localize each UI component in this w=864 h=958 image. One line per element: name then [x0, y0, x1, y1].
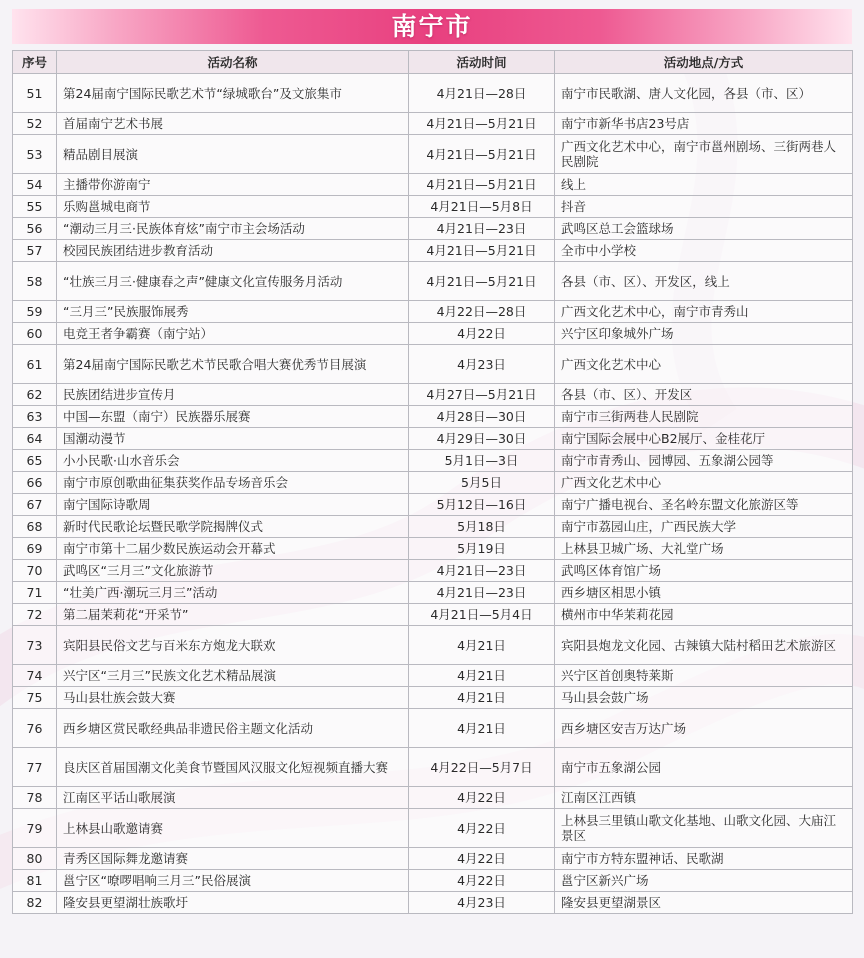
- row-number: 80: [13, 848, 57, 870]
- activity-time: 5月12日—16日: [409, 494, 555, 516]
- activity-name: 精品剧目展演: [57, 135, 409, 174]
- activity-place: 江南区江西镇: [555, 787, 853, 809]
- activity-place: 西乡塘区相思小镇: [555, 582, 853, 604]
- activity-time: 4月21日—23日: [409, 582, 555, 604]
- activity-name: 中国—东盟（南宁）民族器乐展赛: [57, 406, 409, 428]
- activity-time: 4月21日—5月21日: [409, 240, 555, 262]
- table-row: [13, 450, 853, 472]
- activity-place: 各县（市、区）、开发区，线上: [555, 262, 853, 301]
- table-row: [13, 709, 853, 748]
- activity-time: 4月22日: [409, 870, 555, 892]
- activity-place: 南宁市民歌湖、唐人文化园，各县（市、区）: [555, 74, 853, 113]
- activity-name: 首届南宁艺术书展: [57, 113, 409, 135]
- table-row: [13, 560, 853, 582]
- activity-place: 兴宁区首创奥特莱斯: [555, 665, 853, 687]
- table-row: [13, 809, 853, 848]
- activity-name: 民族团结进步宣传月: [57, 384, 409, 406]
- table-row: [13, 687, 853, 709]
- activity-place: 线上: [555, 174, 853, 196]
- row-number: 61: [13, 345, 57, 384]
- activity-name: 邕宁区“嘹啰唱响三月三”民俗展演: [57, 870, 409, 892]
- activity-place: 隆安县更望湖景区: [555, 892, 853, 914]
- activity-name: 国潮动漫节: [57, 428, 409, 450]
- row-number: 52: [13, 113, 57, 135]
- activity-place: 南宁市青秀山、园博园、五象湖公园等: [555, 450, 853, 472]
- row-number: 70: [13, 560, 57, 582]
- row-number: 72: [13, 604, 57, 626]
- row-number: 63: [13, 406, 57, 428]
- activity-place: 南宁市五象湖公园: [555, 748, 853, 787]
- row-number: 67: [13, 494, 57, 516]
- activity-name: 南宁国际诗歌周: [57, 494, 409, 516]
- table-row: [13, 406, 853, 428]
- table-row: [13, 787, 853, 809]
- activity-time: 4月21日—5月21日: [409, 174, 555, 196]
- table-row: [13, 848, 853, 870]
- activity-name: 乐购邕城电商节: [57, 196, 409, 218]
- row-number: 82: [13, 892, 57, 914]
- city-title: 南宁市: [391, 12, 473, 41]
- activity-name: 西乡塘区赏民歌经典品非遗民俗主题文化活动: [57, 709, 409, 748]
- activity-time: 4月21日—5月21日: [409, 262, 555, 301]
- activity-time: 5月18日: [409, 516, 555, 538]
- row-number: 65: [13, 450, 57, 472]
- activity-place: 抖音: [555, 196, 853, 218]
- activity-name: 第二届茉莉花“开采节”: [57, 604, 409, 626]
- activity-place: 广西文化艺术中心: [555, 345, 853, 384]
- activity-name: 小小民歌·山水音乐会: [57, 450, 409, 472]
- table-row: [13, 538, 853, 560]
- activity-time: 4月28日—30日: [409, 406, 555, 428]
- column-header-time: 活动时间: [409, 51, 555, 74]
- activity-place: 南宁广播电视台、圣名岭东盟文化旅游区等: [555, 494, 853, 516]
- activity-place: 宾阳县炮龙文化园、古辣镇大陆村稻田艺术旅游区: [555, 626, 853, 665]
- column-header-name: 活动名称: [57, 51, 409, 74]
- activity-place: 武鸣区体育馆广场: [555, 560, 853, 582]
- row-number: 73: [13, 626, 57, 665]
- table-row: [13, 870, 853, 892]
- activity-place: 武鸣区总工会篮球场: [555, 218, 853, 240]
- table-row: [13, 494, 853, 516]
- activity-table: [12, 50, 853, 914]
- row-number: 68: [13, 516, 57, 538]
- activity-time: 4月21日—28日: [409, 74, 555, 113]
- row-number: 78: [13, 787, 57, 809]
- activity-place: 广西文化艺术中心，南宁市邕州剧场、三街两巷人民剧院: [555, 135, 853, 174]
- activity-time: 4月21日—5月21日: [409, 113, 555, 135]
- table-row: [13, 345, 853, 384]
- activity-time: 4月29日—30日: [409, 428, 555, 450]
- table-row: [13, 665, 853, 687]
- table-row: [13, 384, 853, 406]
- column-header-place: 活动地点/方式: [555, 51, 853, 74]
- table-row: [13, 135, 853, 174]
- table-row: [13, 604, 853, 626]
- activity-time: 4月27日—5月21日: [409, 384, 555, 406]
- activity-time: 5月1日—3日: [409, 450, 555, 472]
- activity-place: 南宁国际会展中心B2展厅、金桂花厅: [555, 428, 853, 450]
- activity-name: 南宁市第十二届少数民族运动会开幕式: [57, 538, 409, 560]
- activity-place: 南宁市荔园山庄，广西民族大学: [555, 516, 853, 538]
- activity-place: 全市中小学校: [555, 240, 853, 262]
- row-number: 79: [13, 809, 57, 848]
- table-row: [13, 240, 853, 262]
- table-row: [13, 472, 853, 494]
- activity-place: 南宁市新华书店23号店: [555, 113, 853, 135]
- activity-name: 武鸣区“三月三”文化旅游节: [57, 560, 409, 582]
- activity-name: “潮动三月三·民族体育炫”南宁市主会场活动: [57, 218, 409, 240]
- table-row: [13, 74, 853, 113]
- activity-time: 4月21日—23日: [409, 560, 555, 582]
- activity-place: 兴宁区印象城外广场: [555, 323, 853, 345]
- activity-time: 4月21日—5月4日: [409, 604, 555, 626]
- row-number: 75: [13, 687, 57, 709]
- table-row: [13, 218, 853, 240]
- activity-time: 4月22日: [409, 323, 555, 345]
- table-row: [13, 626, 853, 665]
- activity-name: 江南区平话山歌展演: [57, 787, 409, 809]
- activity-place: 上林县三里镇山歌文化基地、山歌文化园、大庙江景区: [555, 809, 853, 848]
- activity-place: 马山县会鼓广场: [555, 687, 853, 709]
- row-number: 81: [13, 870, 57, 892]
- row-number: 59: [13, 301, 57, 323]
- city-header: [0, 0, 864, 50]
- activity-place: 上林县卫城广场、大礼堂广场: [555, 538, 853, 560]
- activity-place: 广西文化艺术中心: [555, 472, 853, 494]
- activity-time: 4月21日—5月21日: [409, 135, 555, 174]
- activity-place: 南宁市方特东盟神话、民歌湖: [555, 848, 853, 870]
- activity-name: 良庆区首届国潮文化美食节暨国风汉服文化短视频直播大赛: [57, 748, 409, 787]
- activity-name: 兴宁区“三月三”民族文化艺术精品展演: [57, 665, 409, 687]
- row-number: 53: [13, 135, 57, 174]
- activity-place: 南宁市三街两巷人民剧院: [555, 406, 853, 428]
- activity-name: 第24届南宁国际民歌艺术节“绿城歌台”及文旅集市: [57, 74, 409, 113]
- activity-time: 4月22日: [409, 787, 555, 809]
- activity-time: 4月21日: [409, 665, 555, 687]
- row-number: 51: [13, 74, 57, 113]
- activity-time: 5月5日: [409, 472, 555, 494]
- table-row: [13, 196, 853, 218]
- activity-name: 第24届南宁国际民歌艺术节民歌合唱大赛优秀节目展演: [57, 345, 409, 384]
- activity-time: 4月21日—23日: [409, 218, 555, 240]
- activity-name: 上林县山歌邀请赛: [57, 809, 409, 848]
- table-row: [13, 748, 853, 787]
- row-number: 76: [13, 709, 57, 748]
- activity-time: 4月21日—5月8日: [409, 196, 555, 218]
- table-row: [13, 892, 853, 914]
- table-row: [13, 113, 853, 135]
- table-header-row: [13, 51, 853, 74]
- activity-name: 校园民族团结进步教育活动: [57, 240, 409, 262]
- activity-place: 各县（市、区）、开发区: [555, 384, 853, 406]
- activity-time: 4月21日: [409, 687, 555, 709]
- activity-name: “壮美广西·潮玩三月三”活动: [57, 582, 409, 604]
- row-number: 71: [13, 582, 57, 604]
- row-number: 56: [13, 218, 57, 240]
- table-row: [13, 301, 853, 323]
- column-header-number: 序号: [13, 51, 57, 74]
- activity-name: 电竞王者争霸赛（南宁站）: [57, 323, 409, 345]
- activity-time: 4月22日—5月7日: [409, 748, 555, 787]
- activity-name: 主播带你游南宁: [57, 174, 409, 196]
- activity-place: 西乡塘区安吉万达广场: [555, 709, 853, 748]
- activity-name: “三月三”民族服饰展秀: [57, 301, 409, 323]
- row-number: 58: [13, 262, 57, 301]
- activity-time: 4月22日: [409, 848, 555, 870]
- row-number: 55: [13, 196, 57, 218]
- table-row: [13, 174, 853, 196]
- row-number: 66: [13, 472, 57, 494]
- activity-name: 南宁市原创歌曲征集获奖作品专场音乐会: [57, 472, 409, 494]
- activity-place: 横州市中华茉莉花园: [555, 604, 853, 626]
- row-number: 62: [13, 384, 57, 406]
- activity-name: “壮族三月三·健康春之声”健康文化宣传服务月活动: [57, 262, 409, 301]
- activity-name: 宾阳县民俗文艺与百米东方炮龙大联欢: [57, 626, 409, 665]
- row-number: 60: [13, 323, 57, 345]
- activity-time: 4月21日: [409, 626, 555, 665]
- table-row: [13, 516, 853, 538]
- activity-place: 广西文化艺术中心，南宁市青秀山: [555, 301, 853, 323]
- activity-time: 4月21日: [409, 709, 555, 748]
- activity-name: 马山县壮族会鼓大赛: [57, 687, 409, 709]
- activity-name: 隆安县更望湖壮族歌圩: [57, 892, 409, 914]
- activity-name: 青秀区国际舞龙邀请赛: [57, 848, 409, 870]
- row-number: 64: [13, 428, 57, 450]
- activity-place: 邕宁区新兴广场: [555, 870, 853, 892]
- row-number: 54: [13, 174, 57, 196]
- table-row: [13, 323, 853, 345]
- table-row: [13, 428, 853, 450]
- table-row: [13, 582, 853, 604]
- activity-time: 4月22日: [409, 809, 555, 848]
- activity-time: 5月19日: [409, 538, 555, 560]
- activity-time: 4月23日: [409, 345, 555, 384]
- activity-name: 新时代民歌论坛暨民歌学院揭牌仪式: [57, 516, 409, 538]
- activity-time: 4月22日—28日: [409, 301, 555, 323]
- row-number: 74: [13, 665, 57, 687]
- row-number: 69: [13, 538, 57, 560]
- table-row: [13, 262, 853, 301]
- row-number: 57: [13, 240, 57, 262]
- row-number: 77: [13, 748, 57, 787]
- activity-time: 4月23日: [409, 892, 555, 914]
